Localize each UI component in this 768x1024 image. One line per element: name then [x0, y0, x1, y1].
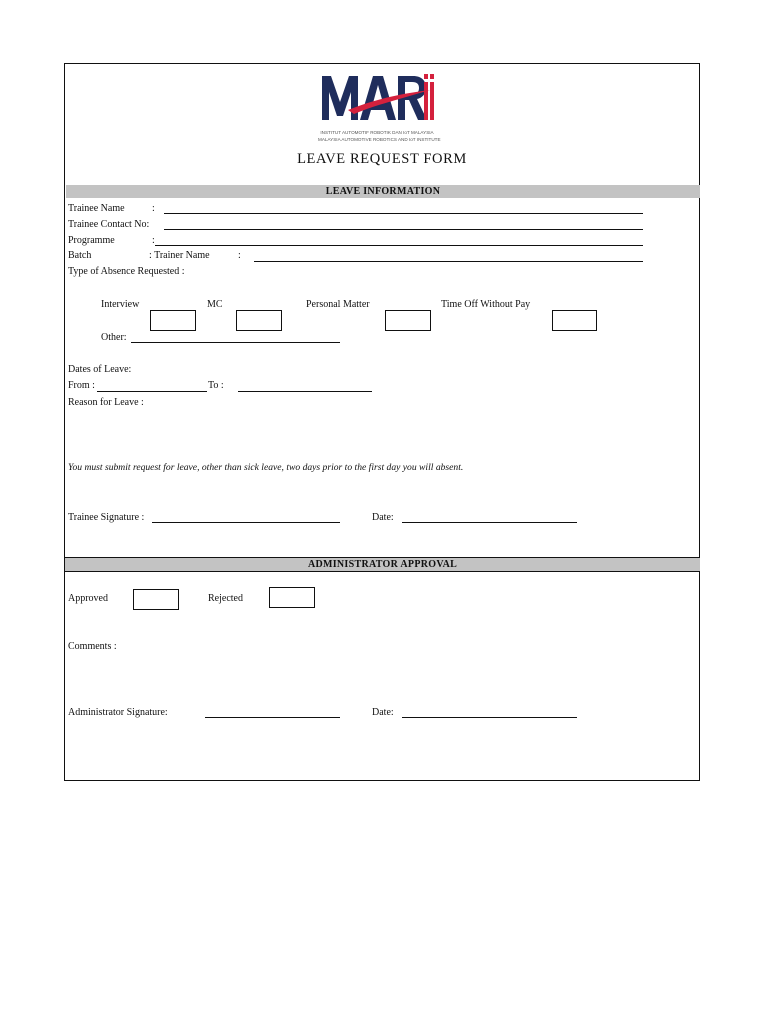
- approved-label: Approved: [68, 593, 108, 604]
- trainee-name-colon: :: [152, 203, 155, 214]
- logo-subtitle-english: MALAYSIA AUTOMOTIVE ROBOTICS AND IoT INSTITUTE: [318, 137, 441, 142]
- administrator-signature-label: Administrator Signature:: [68, 707, 168, 718]
- mc-label: MC: [207, 299, 223, 310]
- programme-colon: :: [152, 235, 155, 246]
- rejected-label: Rejected: [208, 593, 243, 604]
- approved-checkbox[interactable]: [133, 589, 179, 610]
- administrator-signature-field[interactable]: [205, 717, 340, 718]
- trainee-signature-label: Trainee Signature :: [68, 512, 145, 523]
- rejected-checkbox[interactable]: [269, 587, 315, 608]
- trainee-date-label: Date:: [372, 512, 394, 523]
- logo-wordmark-graphic: [318, 70, 436, 126]
- reason-field[interactable]: [68, 411, 698, 457]
- other-label: Other:: [101, 332, 127, 343]
- from-date-field[interactable]: [97, 391, 207, 392]
- programme-field[interactable]: [155, 245, 643, 246]
- personal-matter-label: Personal Matter: [306, 299, 370, 310]
- leave-information-header: LEAVE INFORMATION: [66, 185, 700, 198]
- other-field[interactable]: [131, 342, 340, 343]
- trainer-name-field[interactable]: [254, 261, 643, 262]
- trainee-date-field[interactable]: [402, 522, 577, 523]
- trainee-signature-field[interactable]: [152, 522, 340, 523]
- personal-matter-checkbox[interactable]: [385, 310, 431, 331]
- time-off-without-pay-checkbox[interactable]: [552, 310, 597, 331]
- interview-checkbox[interactable]: [150, 310, 196, 331]
- comments-field[interactable]: [68, 655, 698, 700]
- submission-notice: You must submit request for leave, other than sick leave, two days prior to the first day you will absent.: [68, 462, 464, 473]
- administrator-date-field[interactable]: [402, 717, 577, 718]
- trainee-contact-field[interactable]: [164, 229, 643, 230]
- trainer-name-colon: :: [238, 250, 241, 261]
- trainee-name-label: Trainee Name: [68, 203, 125, 214]
- dates-of-leave-label: Dates of Leave:: [68, 364, 132, 375]
- comments-label: Comments :: [68, 641, 117, 652]
- interview-label: Interview: [101, 299, 140, 310]
- time-off-without-pay-label: Time Off Without Pay: [441, 299, 531, 310]
- administrator-date-label: Date:: [372, 707, 394, 718]
- mari-logo: [318, 70, 441, 146]
- to-date-field[interactable]: [238, 391, 372, 392]
- programme-label: Programme: [68, 235, 115, 246]
- trainer-name-label: : Trainer Name: [149, 250, 210, 261]
- to-label: To :: [208, 380, 224, 391]
- trainee-contact-label: Trainee Contact No:: [68, 219, 150, 230]
- logo-subtitle-malay: INSTITUT AUTOMOTIF ROBOTIK DAN IoT MALAYSIA: [320, 130, 434, 135]
- reason-label: Reason for Leave :: [68, 397, 144, 408]
- absence-type-label: Type of Absence Requested :: [68, 266, 185, 277]
- administrator-approval-header: ADMINISTRATOR APPROVAL: [65, 557, 700, 572]
- form-title: LEAVE REQUEST FORM: [297, 151, 467, 167]
- from-label: From :: [68, 380, 95, 391]
- mc-checkbox[interactable]: [236, 310, 282, 331]
- trainee-name-field[interactable]: [164, 213, 643, 214]
- batch-label: Batch: [68, 250, 92, 261]
